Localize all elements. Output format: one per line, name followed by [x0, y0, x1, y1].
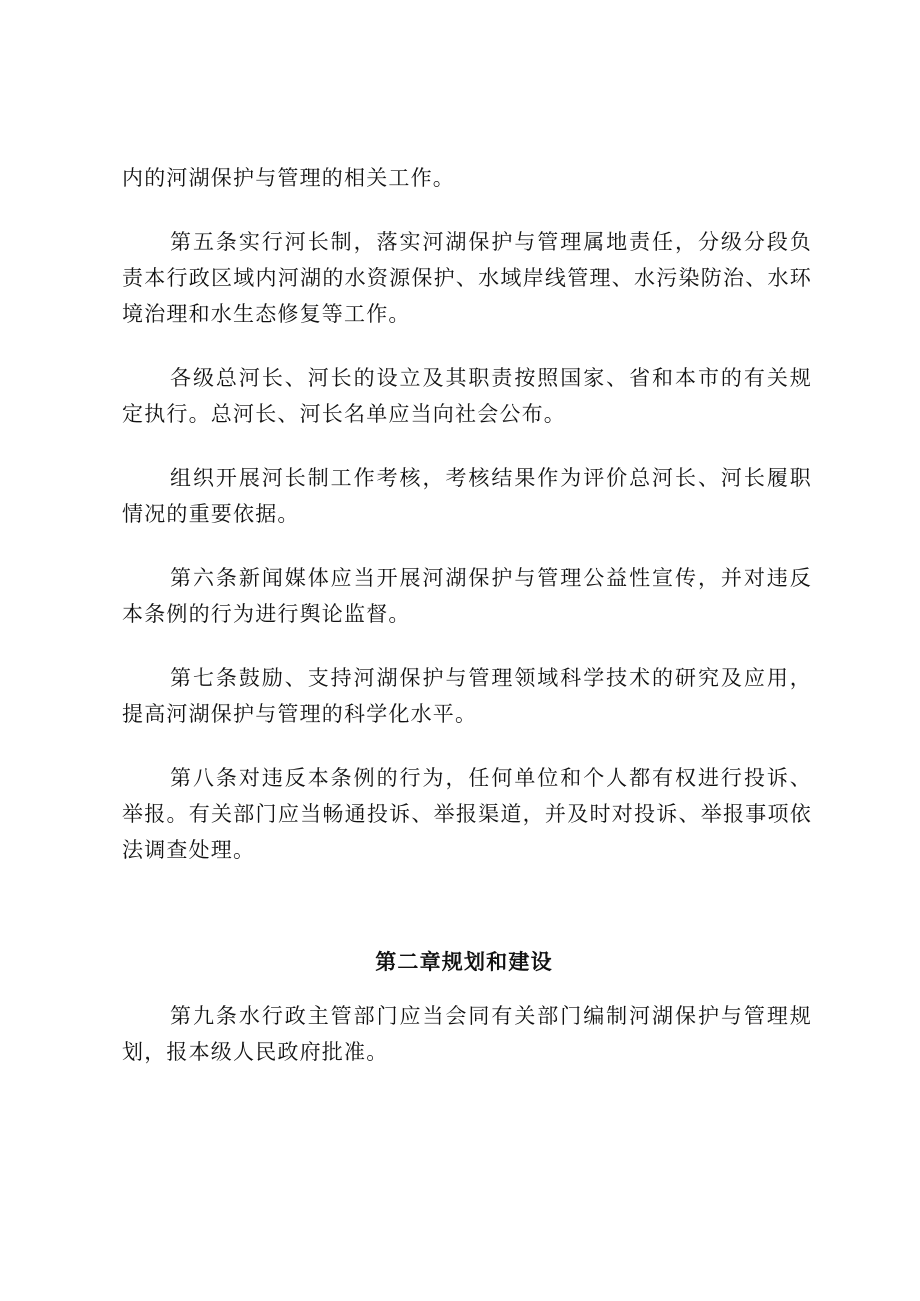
article-8-paragraph: 第八条对违反本条例的行为，任何单位和个人都有权进行投诉、举报。有关部门应当畅通投诉、举报渠道，并及时对投诉、举报事项依法调查处理。: [122, 766, 812, 862]
article-5-paragraph: 第五条实行河长制，落实河湖保护与管理属地责任，分级分段负责本行政区域内河湖的水资源保护、水域岸线管理、水污染防治、水环境治理和水生态修复等工作。: [122, 230, 812, 326]
chapter-title: 第二章规划和建设: [375, 949, 553, 974]
article-7-paragraph: 第七条鼓励、支持河湖保护与管理领域科学技术的研究及应用，提高河湖保护与管理的科学化水平。: [122, 666, 812, 726]
document-body: [122, 160, 812, 1070]
article-9-paragraph: 第九条水行政主管部门应当会同有关部门编制河湖保护与管理规划，报本级人民政府批准。: [122, 1004, 812, 1064]
article-5-assessment-paragraph: 组织开展河长制工作考核，考核结果作为评价总河长、河长履职情况的重要依据。: [122, 466, 812, 526]
paragraph-continuation: 内的河湖保护与管理的相关工作。: [122, 166, 455, 190]
article-5-river-chief-paragraph: 各级总河长、河长的设立及其职责按照国家、省和本市的有关规定执行。总河长、河长名单应当向社会公布。: [122, 366, 812, 426]
article-6-paragraph: 第六条新闻媒体应当开展河湖保护与管理公益性宣传，并对违反本条例的行为进行舆论监督。: [122, 566, 812, 626]
